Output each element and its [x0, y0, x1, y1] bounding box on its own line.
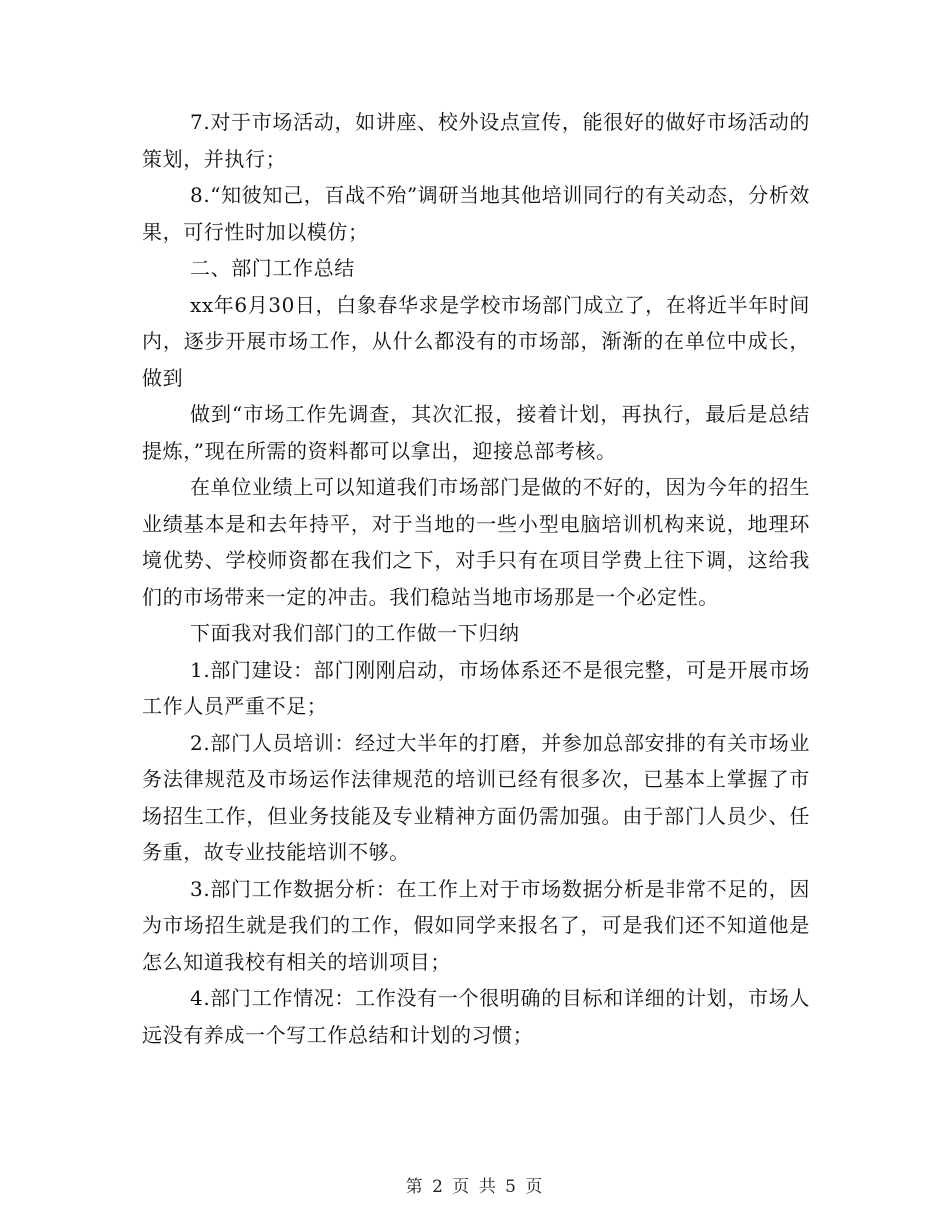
- paragraph-work-status: 4.部门工作情况：工作没有一个很明确的目标和详细的计划，市场人远没有养成一个写工作总结和计划的习惯；: [142, 986, 810, 1047]
- paragraph-item-7: 7.对于市场活动，如讲座、校外设点宣传，能很好的做好市场活动的策划，并执行；: [142, 110, 810, 171]
- paragraph-performance: 在单位业绩上可以知道我们市场部门是做的不好的，因为今年的招生业绩基本是和去年持平，对于当地的一些小型电脑培训机构来说，地理环境优势、学校师资都在我们之下，对手只有在项目学费上往下调，这给我们的市场带来一定的冲击。我们稳站当地市场那是一个必定性。: [142, 475, 810, 609]
- paragraph-work-process: 做到“市场工作先调查，其次汇报，接着计划，再执行，最后是总结提炼，”现在所需的资料都可以拿出，迎接总部考核。: [142, 402, 810, 463]
- paragraph-dept-building: 1.部门建设：部门刚刚启动，市场体系还不是很完整，可是开展市场工作人员严重不足；: [142, 657, 810, 718]
- paragraph-item-8: 8.“知彼知己，百战不殆”调研当地其他培训同行的有关动态，分析效果，可行性时加以模仿；: [142, 183, 810, 244]
- section-heading: 二、部门工作总结: [190, 256, 355, 280]
- paragraph-summary-intro: 下面我对我们部门的工作做一下归纳: [190, 621, 520, 645]
- paragraph-department-founding: xx年6月30日，白象春华求是学校市场部门成立了，在将近半年时间内，逐步开展市场工作，从什么都没有的市场部，渐渐的在单位中成长，做到: [142, 292, 810, 390]
- paragraph-dept-training: 2.部门人员培训：经过大半年的打磨，并参加总部安排的有关市场业务法律规范及市场运作法律规范的培训已经有很多次，已基本上掌握了市场招生工作，但业务技能及专业精神方面仍需加强。由于部门人员少、任务重，故专业技能培训不够。: [142, 730, 810, 864]
- document-body: [142, 104, 810, 1053]
- paragraph-data-analysis: 3.部门工作数据分析：在工作上对于市场数据分析是非常不足的，因为市场招生就是我们的工作，假如同学来报名了，可是我们还不知道他是怎么知道我校有相关的培训项目；: [142, 876, 810, 974]
- page-number-footer: 第 2 页 共 5 页: [405, 1177, 545, 1197]
